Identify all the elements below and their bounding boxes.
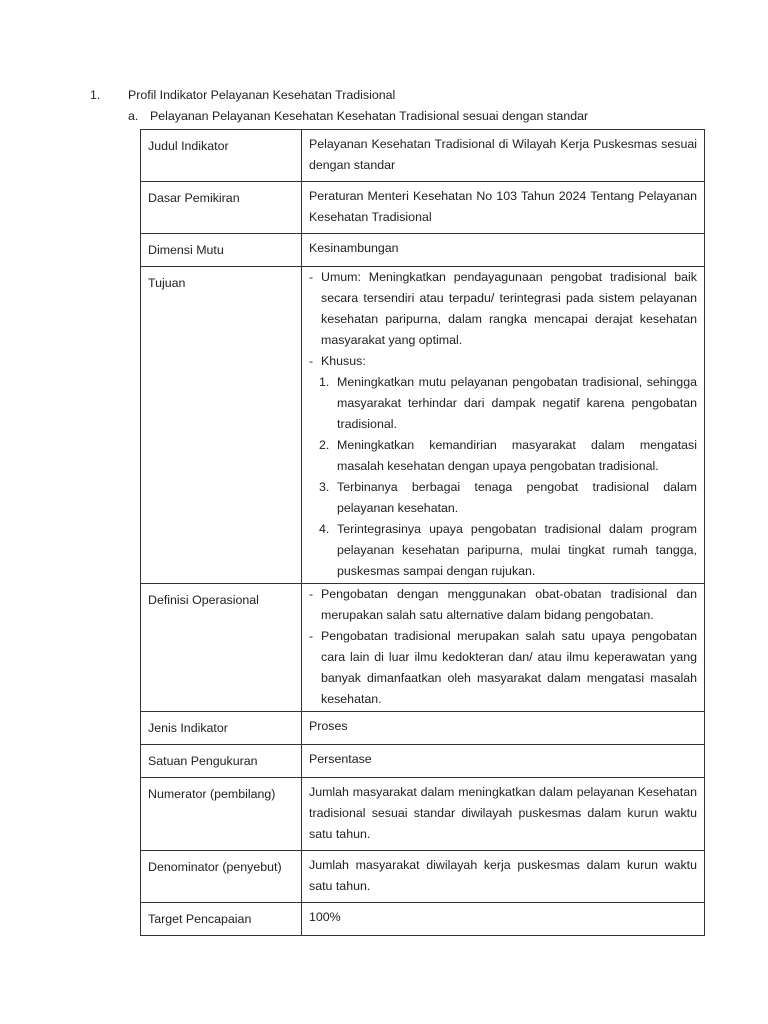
table-row — [141, 234, 705, 267]
item-number: 3. — [319, 480, 330, 494]
row-value: Jumlah masyarakat dalam meningkatkan dalam pelayanan Kesehatan tradisional sesuai standar diwilayah puskesmas dalam kurun waktu satu tahun. — [302, 778, 705, 851]
section-heading — [90, 88, 395, 102]
table-row — [141, 130, 705, 182]
subsection-title: Pelayanan Pelayanan Kesehatan Kesehatan Tradisional sesuai dengan standar — [150, 109, 589, 123]
row-value — [302, 584, 705, 712]
subsection-heading — [128, 109, 588, 123]
row-label: Tujuan — [141, 267, 302, 584]
item-number: 1. — [319, 375, 330, 389]
item-text: Terbinanya berbagai tenaga pengobat tradisional dalam pelayanan kesehatan. — [337, 480, 697, 515]
row-label: Satuan Pengukuran — [141, 745, 302, 778]
row-value: Proses — [302, 712, 705, 745]
item-text: Terintegrasinya upaya pengobatan tradisional dalam program pelayanan kesehatan paripurna, mulai tingkat rumah tangga, puskesmas sampai dengan rujukan. — [337, 522, 697, 578]
table-row — [141, 712, 705, 745]
table-row — [141, 903, 705, 936]
list-item — [319, 519, 697, 582]
tujuan-umum: Umum: Meningkatkan pendayagunaan pengobat tradisional baik secara tersendiri atau terpadu/ terintegrasi pada sistem pelayanan kesehatan paripurna, dalam rangka mencapai derajat kesehatan masyarakat yang optimal. — [321, 270, 697, 347]
dash-bullet: - — [309, 587, 314, 601]
row-value: 100% — [302, 903, 705, 936]
table-row — [141, 267, 705, 584]
table-row — [141, 778, 705, 851]
section-title: Profil Indikator Pelayanan Kesehatan Tradisional — [128, 88, 396, 102]
list-item — [319, 477, 697, 519]
row-value: Persentase — [302, 745, 705, 778]
row-value: Peraturan Menteri Kesehatan No 103 Tahun 2024 Tentang Pelayanan Kesehatan Tradisional — [302, 182, 705, 234]
dash-bullet: - — [309, 629, 314, 643]
tujuan-khusus: Khusus: — [321, 354, 366, 368]
row-label: Numerator (pembilang) — [141, 778, 302, 851]
table-row — [141, 745, 705, 778]
table-row — [141, 182, 705, 234]
row-label: Target Pencapaian — [141, 903, 302, 936]
list-item — [309, 351, 697, 372]
row-value — [302, 267, 705, 584]
row-value: Jumlah masyarakat diwilayah kerja puskesmas dalam kurun waktu satu tahun. — [302, 851, 705, 903]
row-value: Kesinambungan — [302, 234, 705, 267]
table-row — [141, 584, 705, 712]
row-label: Judul Indikator — [141, 130, 302, 182]
section-number: 1. — [90, 88, 101, 102]
item-number: 2. — [319, 438, 330, 452]
subsection-letter: a. — [128, 109, 139, 123]
table-row — [141, 851, 705, 903]
numbered-list — [309, 372, 697, 582]
row-label: Definisi Operasional — [141, 584, 302, 712]
item-text: Meningkatkan kemandirian masyarakat dalam mengatasi masalah kesehatan dengan upaya pengobatan tradisional. — [337, 438, 697, 473]
dash-bullet: - — [309, 354, 314, 368]
list-item — [309, 626, 697, 710]
list-item — [309, 267, 697, 351]
list-item — [319, 435, 697, 477]
item-number: 4. — [319, 522, 330, 536]
indicator-profile-table — [140, 129, 705, 936]
row-label: Dimensi Mutu — [141, 234, 302, 267]
item-text: Meningkatkan mutu pelayanan pengobatan tradisional, sehingga masyarakat terhindar dari dampak negatif karena pengobatan tradisional. — [337, 375, 697, 431]
definisi-point: Pengobatan dengan menggunakan obat-obatan tradisional dan merupakan salah satu alternative dalam bidang pengobatan. — [321, 587, 697, 622]
definisi-point: Pengobatan tradisional merupakan salah satu upaya pengobatan cara lain di luar ilmu kedokteran dan/ atau ilmu keperawatan yang banyak dimanfaatkan oleh masyarakat dalam mengatasi masalah kesehatan. — [321, 629, 697, 706]
list-item — [309, 584, 697, 626]
row-value: Pelayanan Kesehatan Tradisional di Wilayah Kerja Puskesmas sesuai dengan standar — [302, 130, 705, 182]
row-label: Jenis Indikator — [141, 712, 302, 745]
row-label: Dasar Pemikiran — [141, 182, 302, 234]
dash-bullet: - — [309, 270, 314, 284]
row-label: Denominator (penyebut) — [141, 851, 302, 903]
list-item — [319, 372, 697, 435]
